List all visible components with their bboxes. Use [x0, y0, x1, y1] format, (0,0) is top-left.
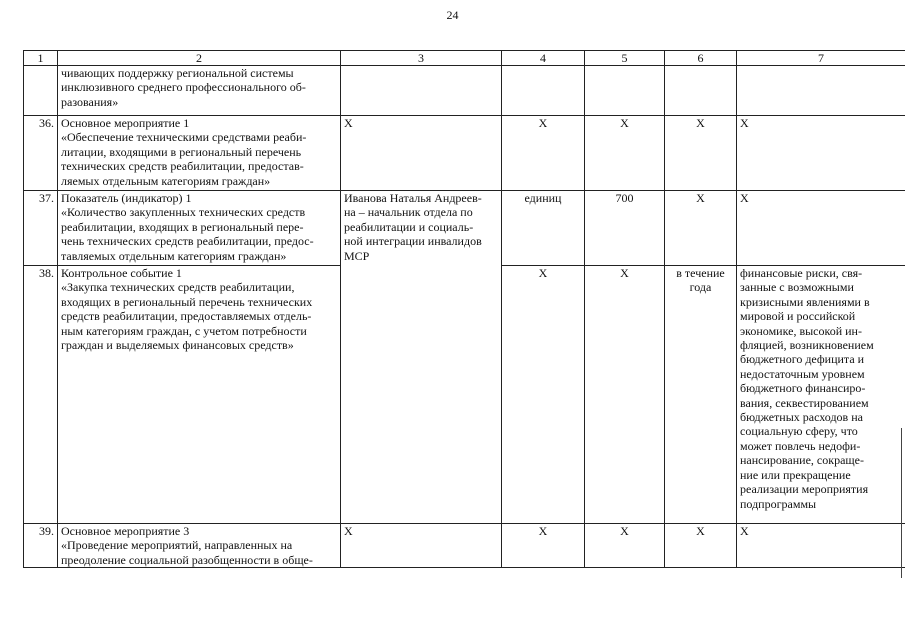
column-number: 4: [502, 51, 585, 66]
value-cell: Х: [585, 266, 665, 524]
unit-cell: Х: [502, 524, 585, 568]
value-cell: 700: [585, 191, 665, 266]
term-cell: [665, 66, 737, 116]
row-number: 38.: [24, 266, 58, 524]
column-number: 3: [341, 51, 502, 66]
table-row: [24, 524, 905, 568]
activity-name: чивающих поддержку региональной системы инклюзивного среднего профессионального об- разования»: [58, 66, 341, 116]
activity-name: Основное мероприятие 3 «Проведение мероприятий, направленных на преодоление социальной разобщенности в обще-: [58, 524, 341, 568]
table-row: [24, 116, 905, 191]
value-cell: Х: [585, 116, 665, 191]
column-number: 1: [24, 51, 58, 66]
page-number: 24: [446, 8, 459, 22]
responsible-cell: Х: [341, 524, 502, 568]
activity-name: Основное мероприятие 1 «Обеспечение техническими средствами реаби- литации, входящими в региональный перечень технических средств реабилитации, предостав- ляемых отдельным категориям граждан»: [58, 116, 341, 191]
responsible-cell: [341, 66, 502, 116]
unit-cell: Х: [502, 116, 585, 191]
responsible-cell: Иванова Наталья Андреев- на – начальник отдела по реабилитации и социаль- ной интеграции инвалидов МСР: [341, 191, 502, 524]
table-row: [24, 66, 905, 116]
responsible-cell: Х: [341, 116, 502, 191]
scan-edge-line: [901, 428, 902, 578]
column-number: 2: [58, 51, 341, 66]
term-cell: в течение года: [665, 266, 737, 524]
activity-name: Контрольное событие 1 «Закупка технических средств реабилитации, входящих в региональный перечень технических средств реабилитации, предоставляемых отдель- ным категориям граждан, с учетом потребности граждан и выделяемых финансовых средств»: [58, 266, 341, 524]
row-number: [24, 66, 58, 116]
column-number: 5: [585, 51, 665, 66]
risks-cell: Х: [737, 524, 905, 568]
unit-cell: Х: [502, 266, 585, 524]
term-cell: Х: [665, 116, 737, 191]
term-cell: Х: [665, 191, 737, 266]
risks-cell: Х: [737, 191, 905, 266]
risks-cell: Х: [737, 116, 905, 191]
risks-cell: финансовые риски, свя- занные с возможными кризисными явлениями в мировой и российской экономике, высокой ин- фляцией, возникновением бюджетного дефицита и недостаточным уровнем бюджетного финансиро- вания, секвестированием бюджетных расходов на социальную сферу, что может повлечь недофи- нансирование, сокраще- ние или прекращение реализации мероприятия подпрограммы: [737, 266, 905, 524]
value-cell: Х: [585, 524, 665, 568]
term-cell: Х: [665, 524, 737, 568]
column-number: 7: [737, 51, 905, 66]
row-number: 36.: [24, 116, 58, 191]
value-cell: [585, 66, 665, 116]
risks-cell: [737, 66, 905, 116]
unit-cell: единиц: [502, 191, 585, 266]
activity-name: Показатель (индикатор) 1 «Количество закупленных технических средств реабилитации, входящих в региональный пере- чень технических средств реабилитации, предос- тавляемых отдельным категориям граждан»: [58, 191, 341, 266]
table-row: [24, 191, 905, 266]
column-number: 6: [665, 51, 737, 66]
program-table: [23, 50, 905, 568]
row-number: 37.: [24, 191, 58, 266]
unit-cell: [502, 66, 585, 116]
column-number-row: [24, 51, 905, 66]
row-number: 39.: [24, 524, 58, 568]
